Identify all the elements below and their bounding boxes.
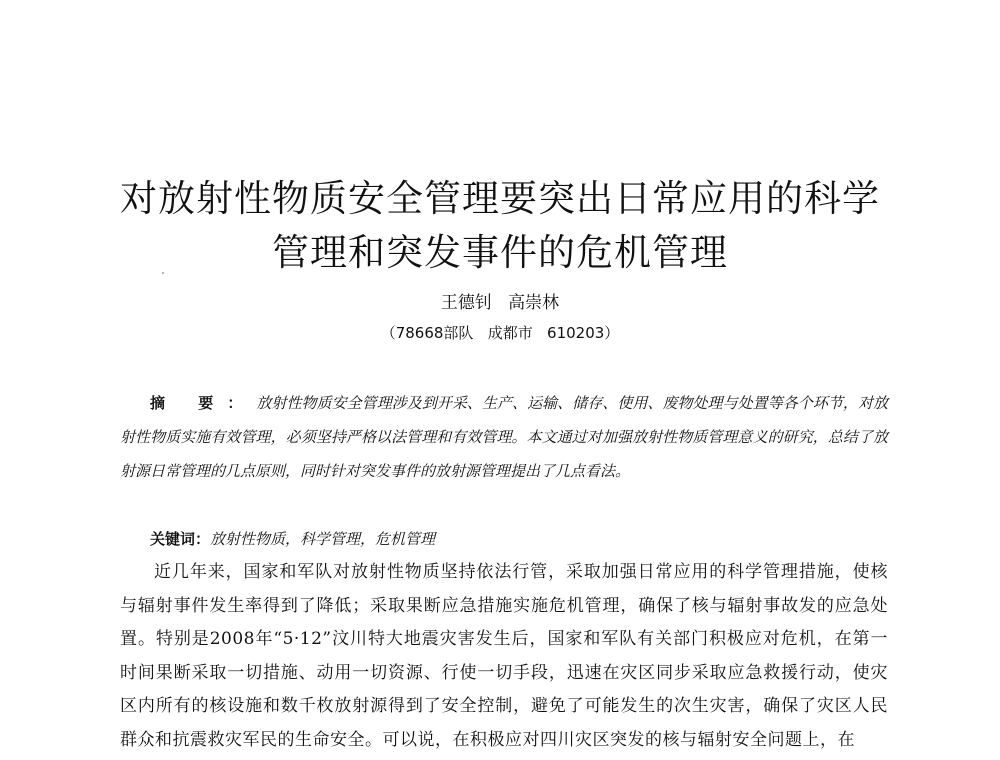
- abstract-label: 摘 要：: [150, 394, 257, 412]
- author-names: 王德钊 高崇林: [440, 293, 560, 313]
- author-affiliation: （78668部队 成都市 610203）: [380, 324, 620, 342]
- keywords-text: 放射性物质，科学管理，危机管理: [210, 530, 436, 548]
- paper-title-line-1: 对放射性物质安全管理要突出日常应用的科学: [120, 177, 880, 220]
- keywords-label: 关键词：: [150, 530, 211, 548]
- abstract-block: [120, 386, 888, 488]
- keywords-block: [150, 522, 890, 556]
- scan-speck: [162, 272, 164, 274]
- body-paragraph: 近几年来，国家和军队对放射性物质坚持依法行管，采取加强日常应用的科学管理措施，使核与辐射事件发生率得到了降低；采取果断应急措施实施危机管理，确保了核与辐射事故发的应急处置。特别是2008年“5·12”汶川特大地震灾害发生后，国家和军队有关部门积极应对危机，在第一时间果断采取一切措施、动用一切资源、行使一切手段，迅速在灾区同步采取应急救援行动，使灾区内所有的核设施和数千枚放射源得到了安全控制，避免了可能发生的次生灾害，确保了灾区人民群众和抗震救灾军民的生命安全。可以说，在积极应对四川灾区突发的核与辐射安全问题上，在: [120, 562, 888, 750]
- abstract-text: 放射性物质安全管理涉及到开采、生产、运输、储存、使用、废物处理与处置等各个环节，对放射性物质实施有效管理，必须坚持严格以法管理和有效管理。本文通过对加强放射性物质管理意义的研究，总结了放射源日常管理的几点原则，同时针对突发事件的放射源管理提出了几点看法。: [120, 394, 888, 480]
- paper-title-line-2: 管理和突发事件的危机管理: [272, 231, 728, 274]
